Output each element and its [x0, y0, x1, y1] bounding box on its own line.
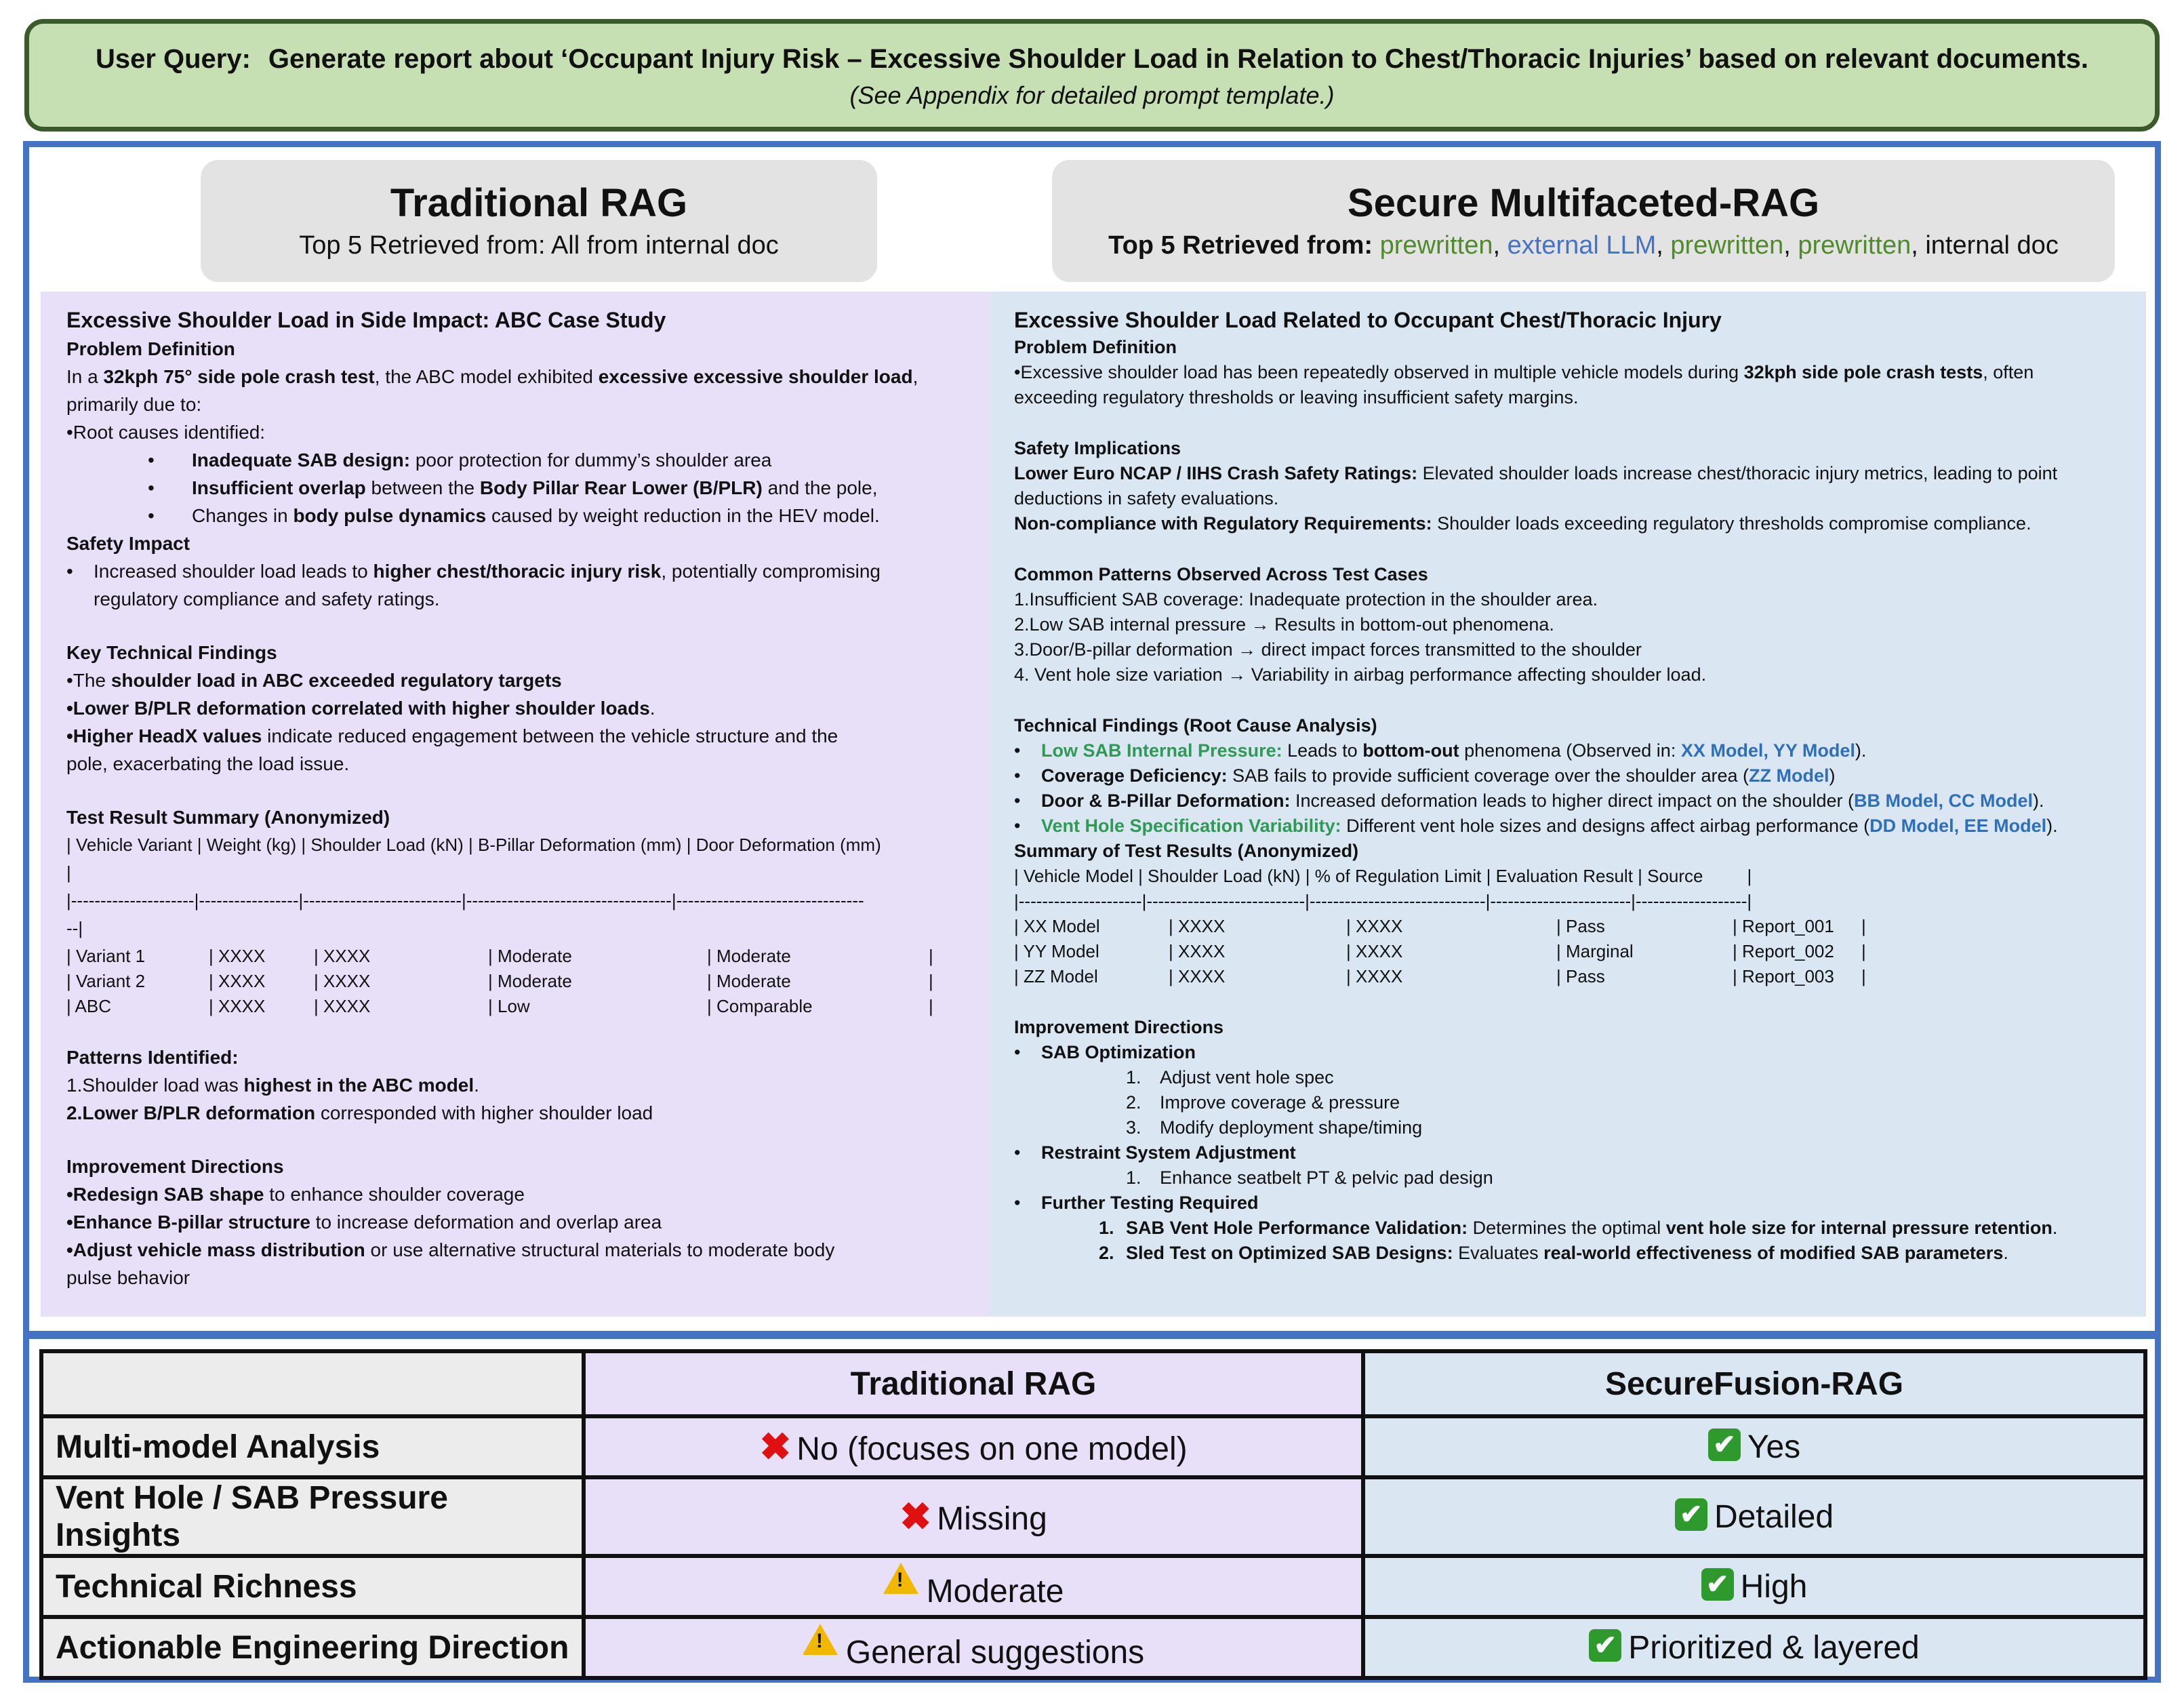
traditional-rag-subtitle: Top 5 Retrieved from: All from internal doc	[299, 231, 779, 260]
table-separator: |---------------------|-----------------|---------------------------|-----------------------------------|--------------------------------	[66, 890, 864, 911]
secure-rag-header	[1052, 160, 2115, 282]
list-item: •Lower B/PLR deformation correlated with higher shoulder loads.	[66, 698, 655, 719]
source-internal-doc: internal doc	[1925, 231, 2059, 260]
row-label: Multi-model Analysis	[41, 1416, 584, 1477]
traditional-rag-title: Traditional RAG	[390, 181, 688, 225]
list-item: •Redesign SAB shape to enhance shoulder coverage	[66, 1184, 525, 1205]
report-title: Excessive Shoulder Load Related to Occupant Chest/Thoracic Injury	[1014, 308, 1722, 332]
traditional-cell: ! Moderate	[584, 1556, 1363, 1617]
sub-list-item: 2. Improve coverage & pressure	[1126, 1092, 1400, 1113]
sub-list-item: 1. SAB Vent Hole Performance Validation: Determines the optimal vent hole size for internal pressure retention.	[1099, 1218, 2058, 1238]
section-heading: Problem Definition	[66, 338, 235, 359]
user-query-box	[24, 19, 2160, 132]
secure-rag-report	[990, 292, 2146, 1317]
source-prewritten: prewritten	[1670, 231, 1784, 260]
section-heading: Safety Implications	[1014, 438, 1181, 458]
table-row: | Variant 2 | XXXX | XXXX | Moderate | Moderate |	[66, 971, 933, 991]
table-row: | ABC | XXXX | XXXX | Low | Comparable |	[66, 996, 933, 1016]
source-external-llm: external LLM	[1507, 231, 1657, 260]
secure-rag-title: Secure Multifaceted-RAG	[1347, 181, 1820, 225]
list-item: • Coverage Deficiency: SAB fails to provide sufficient coverage over the shoulder area (ZZ Model)	[1014, 765, 1836, 786]
table-row	[41, 1477, 2145, 1556]
traditional-rag-header	[201, 160, 877, 282]
section-heading: Problem Definition	[1014, 337, 1177, 357]
list-item: • Increased shoulder load leads to higher chest/thoracic injury risk, potentially compromising	[66, 561, 881, 582]
list-item: 3.Door/B-pillar deformation → direct impact forces transmitted to the shoulder	[1014, 639, 1642, 660]
section-heading: Patterns Identified:	[66, 1047, 239, 1068]
sub-list-item: 1. Enhance seatbelt PT & pelvic pad design	[1126, 1167, 1493, 1188]
table-row: | XX Model | XXXX | XXXX | Pass | Report_001 |	[1014, 916, 1866, 936]
table-row: | ZZ Model | XXXX | XXXX | Pass | Report_003 |	[1014, 966, 1866, 986]
column-header-securefusion: SecureFusion-RAG	[1363, 1351, 2145, 1416]
check-icon: ✔	[1675, 1498, 1707, 1531]
table-header-row: |	[66, 862, 71, 883]
list-item: • Changes in body pulse dynamics caused by weight reduction in the HEV model.	[148, 505, 880, 526]
section-heading: Key Technical Findings	[66, 642, 277, 663]
list-item: •Adjust vehicle mass distribution or use alternative structural materials to moderate body	[66, 1239, 835, 1260]
row-label: Technical Richness	[41, 1556, 584, 1617]
secure-rag-sources-prefix: Top 5 Retrieved from:	[1108, 231, 1373, 260]
list-item: • Insufficient overlap between the Body Pillar Rear Lower (B/PLR) and the pole,	[148, 477, 878, 498]
list-item: • Vent Hole Specification Variability: Different vent hole sizes and designs affect airbag performance (DD Model, EE Model).	[1014, 816, 2058, 836]
section-heading: Technical Findings (Root Cause Analysis)	[1014, 715, 1377, 736]
row-label: Actionable Engineering Direction	[41, 1617, 584, 1678]
securefusion-cell: ✔ Detailed	[1363, 1477, 2145, 1556]
check-icon: ✔	[1701, 1568, 1734, 1601]
report-title: Excessive Shoulder Load in Side Impact: ABC Case Study	[66, 308, 666, 332]
traditional-cell: ✖ Missing	[584, 1477, 1363, 1556]
user-query-label: User Query:	[95, 44, 251, 74]
comparison-table	[39, 1349, 2147, 1680]
table-header-row	[41, 1351, 2145, 1416]
section-heading: Summary of Test Results (Anonymized)	[1014, 841, 1359, 861]
list-item: •Enhance B-pillar structure to increase deformation and overlap area	[66, 1212, 662, 1233]
list-item-continuation: regulatory compliance and safety ratings.	[94, 588, 440, 609]
problem-definition-text: In a 32kph 75° side pole crash test, the ABC model exhibited excessive excessive shoulder load,	[66, 366, 918, 387]
list-item-continuation: pulse behavior	[66, 1267, 190, 1288]
cross-icon: ✖	[899, 1495, 932, 1538]
sub-list-item: 2. Sled Test on Optimized SAB Designs: Evaluates real-world effectiveness of modified SAB parameters.	[1099, 1243, 2008, 1263]
section-heading: Common Patterns Observed Across Test Cases	[1014, 564, 1428, 584]
problem-definition-text: primarily due to:	[66, 394, 202, 415]
cross-icon: ✖	[759, 1425, 792, 1468]
list-item: 1.Shoulder load was highest in the ABC model.	[66, 1075, 479, 1096]
problem-definition-text: exceeding regulatory thresholds or leaving insufficient safety margins.	[1014, 387, 1579, 407]
list-item: •The shoulder load in ABC exceeded regulatory targets	[66, 670, 562, 691]
column-header-traditional: Traditional RAG	[584, 1351, 1363, 1416]
table-header-row: | Vehicle Model | Shoulder Load (kN) | % of Regulation Limit | Evaluation Result | Source |	[1014, 866, 1752, 886]
table-row: | YY Model | XXXX | XXXX | Marginal | Report_002 |	[1014, 941, 1866, 961]
safety-implication: Non-compliance with Regulatory Requirements: Shoulder loads exceeding regulatory thresholds compromise compliance.	[1014, 513, 2031, 534]
problem-definition-text: •Excessive shoulder load has been repeatedly observed in multiple vehicle models during 32kph side pole crash tests, often	[1014, 362, 2034, 382]
table-row: | Variant 1 | XXXX | XXXX | Moderate | Moderate |	[66, 946, 933, 966]
traditional-cell: ! General suggestions	[584, 1617, 1363, 1678]
sub-list-item: 1. Adjust vent hole spec	[1126, 1067, 1334, 1087]
list-item: 2.Lower B/PLR deformation corresponded with higher shoulder load	[66, 1102, 653, 1123]
source-prewritten: prewritten	[1379, 231, 1493, 260]
row-label: Vent Hole / SAB Pressure Insights	[41, 1477, 584, 1556]
table-row	[41, 1556, 2145, 1617]
table-row	[41, 1617, 2145, 1678]
safety-implication: Lower Euro NCAP / IIHS Crash Safety Ratings: Elevated shoulder loads increase chest/thoracic injury metrics, leading to point	[1014, 463, 2058, 483]
root-causes-intro: •Root causes identified:	[66, 422, 266, 443]
check-icon: ✔	[1708, 1428, 1741, 1461]
check-icon: ✔	[1589, 1629, 1621, 1662]
list-item: • Door & B-Pillar Deformation: Increased deformation leads to higher direct impact on the shoulder (BB Model, CC Model).	[1014, 791, 2044, 811]
list-item: 4. Vent hole size variation → Variability in airbag performance affecting shoulder load.	[1014, 664, 1707, 685]
table-header-row: | Vehicle Variant | Weight (kg) | Shoulder Load (kN) | B-Pillar Deformation (mm) | Door Deformation (mm)	[66, 835, 881, 855]
warning-icon: !	[883, 1563, 918, 1594]
user-query-text: Generate report about ‘Occupant Injury Risk – Excessive Shoulder Load in Relation to Chest/Thoracic Injuries’ based on relevant documents.	[268, 44, 2089, 74]
list-item: 2.Low SAB internal pressure → Results in bottom-out phenomena.	[1014, 614, 1554, 635]
sub-list-item: 3. Modify deployment shape/timing	[1126, 1117, 1423, 1138]
table-separator: --|	[66, 918, 83, 938]
empty-header-cell	[41, 1351, 584, 1416]
source-prewritten: prewritten	[1798, 231, 1912, 260]
section-heading: Test Result Summary (Anonymized)	[66, 807, 390, 828]
list-item-continuation: pole, exacerbating the load issue.	[66, 753, 350, 774]
list-item: •Higher HeadX values indicate reduced engagement between the vehicle structure and the	[66, 725, 838, 746]
list-item: • Restraint System Adjustment	[1014, 1142, 1296, 1163]
section-heading: Safety Impact	[66, 533, 190, 554]
list-item: 1.Insufficient SAB coverage: Inadequate protection in the shoulder area.	[1014, 589, 1598, 609]
securefusion-cell: ✔ High	[1363, 1556, 2145, 1617]
section-heading: Improvement Directions	[66, 1156, 284, 1177]
secure-rag-subtitle: Top 5 Retrieved from: prewritten, external LLM, prewritten, prewritten, internal doc	[1108, 231, 2059, 260]
section-heading: Improvement Directions	[1014, 1017, 1224, 1037]
list-item: • Low SAB Internal Pressure: Leads to bottom-out phenomena (Observed in: XX Model, YY Model).	[1014, 740, 1867, 761]
list-item: • SAB Optimization	[1014, 1042, 1196, 1062]
user-query-note: (See Appendix for detailed prompt template.)	[849, 81, 1335, 109]
user-query-line	[29, 44, 2155, 75]
securefusion-cell: ✔ Yes	[1363, 1416, 2145, 1477]
traditional-rag-report	[41, 292, 990, 1317]
list-item: • Inadequate SAB design: poor protection for dummy’s shoulder area	[148, 449, 772, 471]
safety-implication-continuation: deductions in safety evaluations.	[1014, 488, 1279, 508]
traditional-cell: ✖ No (focuses on one model)	[584, 1416, 1363, 1477]
table-row	[41, 1416, 2145, 1477]
warning-icon: !	[803, 1624, 838, 1655]
securefusion-cell: ✔ Prioritized & layered	[1363, 1617, 2145, 1678]
list-item: • Further Testing Required	[1014, 1193, 1259, 1213]
table-separator: |---------------------|---------------------------|------------------------------|------------------------|-------------------|	[1014, 891, 1752, 911]
